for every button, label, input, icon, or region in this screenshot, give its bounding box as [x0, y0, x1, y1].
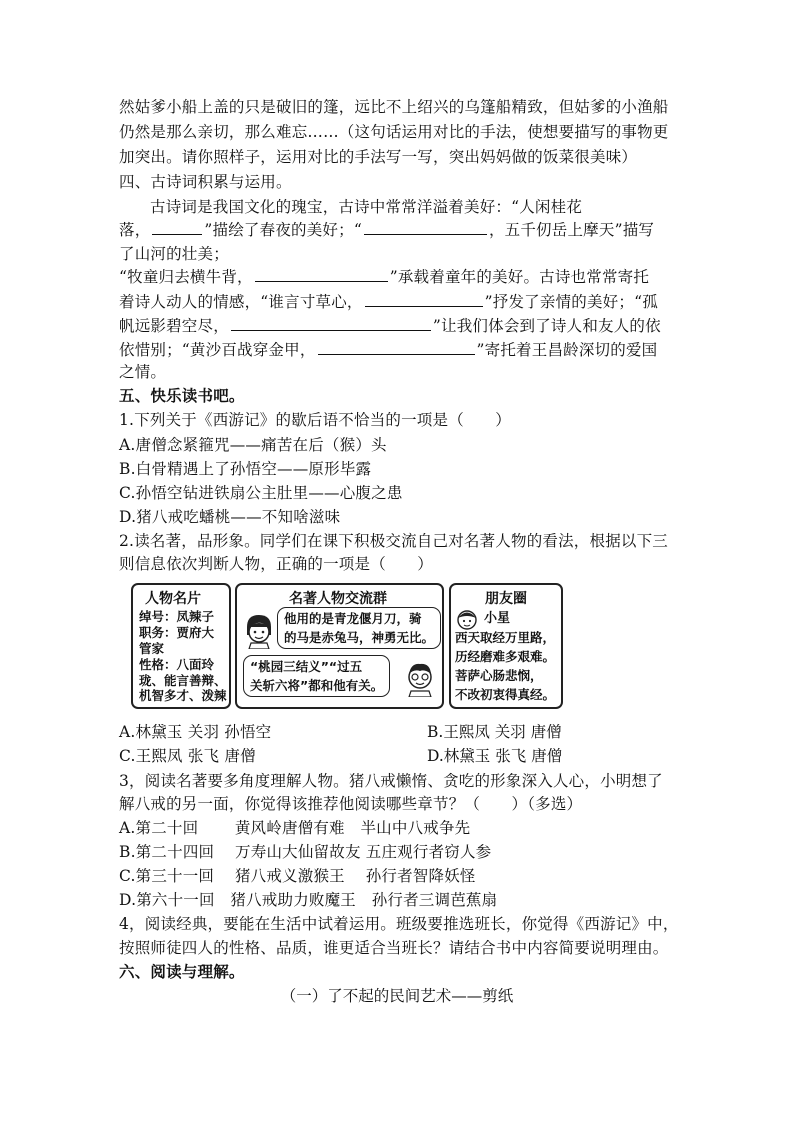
option-a[interactable]: A.林黛玉 关羽 孙悟空 [119, 723, 272, 741]
question-2-stem: 则信息依次判断人物，正确的一项是（ ） [119, 555, 434, 573]
chat-bubble-2 [243, 655, 390, 697]
poem-line [119, 265, 649, 288]
answer-blank[interactable] [231, 314, 431, 331]
card-row: 职务：贾府大 [139, 625, 215, 640]
question-4-stem: 按照师徒四人的性格、品质，谁更适合当班长？请结合书中内容简要说明理由。 [119, 939, 669, 957]
avatar-boy-icon [403, 659, 437, 697]
card-row: 机智多才、泼辣 [139, 688, 227, 703]
poem-text: ”描绘了春夜的美好；“ [204, 221, 362, 239]
option-d[interactable]: D.猪八戒吃蟠桃——不知啥滋味 [119, 508, 341, 526]
poem-text: 着诗人动人的情感，“谁言寸草心， [119, 293, 363, 311]
chat-group-panel [235, 583, 444, 709]
reading-passage-title: （一）了不起的民间艺术——剪纸 [280, 987, 514, 1005]
bubble-text: “桃园三结义”“过五 [250, 659, 363, 674]
chat-bubble-1 [277, 607, 441, 649]
bubble-text: 他用的是青龙偃月刀，骑 [284, 611, 422, 626]
poem-line [119, 290, 658, 313]
moments-row: 菩萨心肠悲悯， [455, 668, 543, 683]
text-line: 了山河的壮美； [119, 245, 229, 263]
card-row: 珑、能言善辩、 [139, 673, 227, 688]
question-1-stem: 1.下列关于《西游记》的歇后语不恰当的一项是（ ） [119, 411, 511, 429]
moments-row: 不改初衷得真经。 [455, 687, 556, 702]
card-row: 绰号：凤辣子 [139, 609, 215, 624]
card-title: 人物名片 [145, 591, 201, 607]
poem-text: ”寄托着王昌龄深切的爱国 [476, 341, 658, 359]
character-card [131, 583, 231, 709]
poem-text: 帆远影碧空尽， [119, 317, 229, 335]
section-5-heading: 五、快乐读书吧。 [119, 387, 245, 405]
option-a[interactable]: A.第二十回 黄风岭唐僧有难 半山中八戒争先 [119, 819, 471, 837]
poem-text: ”承载着童年的美好。古诗也常常寄托 [389, 268, 650, 286]
question-3-stem: 3，阅读名著要多角度理解人物。猪八戒懒惰、贪吃的形象深入人心，小明想了 [119, 772, 663, 790]
bubble-text: 关斩六将”都和他有关。 [250, 678, 384, 693]
poem-text: ，五千仞岳上摩天”描写 [488, 221, 655, 239]
answer-blank[interactable] [365, 290, 483, 307]
moments-username: 小星 [484, 611, 511, 626]
option-c[interactable]: C.孙悟空钻进铁扇公主肚里——心腹之患 [119, 484, 403, 502]
answer-blank[interactable] [364, 218, 487, 235]
poem-line [119, 314, 661, 337]
text-line: 加突出。请你照样子，运用对比的手法写一写，突出妈妈做的饭菜很美味） [119, 148, 638, 166]
poem-text: 落， [119, 221, 151, 239]
option-c[interactable]: C.第三十一回 猪八戒义激猴王 孙行者智降妖怪 [119, 867, 476, 885]
option-d[interactable]: D.林黛玉 张飞 唐僧 [427, 747, 563, 765]
option-b[interactable]: B.白骨精遇上了孙悟空——原形毕露 [119, 460, 372, 478]
poem-line [119, 338, 657, 361]
card-row: 管家 [139, 641, 165, 656]
answer-blank[interactable] [255, 265, 388, 282]
section-6-heading: 六、阅读与理解。 [119, 963, 245, 981]
option-b[interactable]: B.第二十四回 万寿山大仙留故友 五庄观行者窃人参 [119, 843, 492, 861]
option-b[interactable]: B.王熙凤 关羽 唐僧 [427, 723, 562, 741]
question-3-stem: 解八戒的另一面，你觉得该推荐他阅读哪些章节？（ ）（多选） [119, 795, 583, 813]
answer-blank[interactable] [318, 338, 475, 355]
poem-text: ”抒发了亲情的美好；“孤 [484, 293, 658, 311]
text-line: 之情。 [119, 363, 167, 381]
poem-text: “牧童归去横牛背， [119, 268, 253, 286]
poem-text: ”让我们体会到了诗人和友人的依 [432, 317, 661, 335]
poem-text: 依惜别；“黄沙百战穿金甲， [119, 341, 316, 359]
card-row: 性格：八面玲 [139, 657, 215, 672]
chat-title: 名著人物交流群 [289, 591, 387, 607]
option-d[interactable]: D.第六十一回 猪八戒助力败魔王 孙行者三调芭蕉扇 [119, 891, 498, 909]
text-line: 然姑爹小船上盖的只是破旧的篷，远比不上绍兴的乌篷船精致，但姑爹的小渔船 [119, 98, 669, 116]
option-a[interactable]: A.唐僧念紧箍咒——痛苦在后（猴）头 [119, 436, 387, 454]
moments-title: 朋友圈 [485, 591, 527, 607]
text-line: 仍然是那么亲切，那么难忘……（这句话运用对比的手法，使想要描写的事物更 [119, 123, 669, 141]
avatar-girl-icon [243, 613, 275, 649]
moments-row: 历经磨难多艰难。 [455, 649, 556, 664]
poem-intro: 古诗词是我国文化的瑰宝，古诗中常常洋溢着美好：“人闲桂花 [150, 198, 583, 216]
moments-row: 西天取经万里路， [455, 630, 556, 645]
question-2-stem: 2.读名著，品形象。同学们在课下积极交流自己对名著人物的看法，根据以下三 [119, 532, 668, 550]
section-4-heading: 四、古诗词积累与运用。 [119, 173, 292, 191]
moments-panel [449, 583, 563, 709]
question-4-stem: 4，阅读经典，要能在生活中试着运用。班级要推选班长，你觉得《西游记》中， [119, 915, 679, 933]
option-c[interactable]: C.王熙凤 张飞 唐僧 [119, 747, 256, 765]
bubble-text: 的马是赤兔马，神勇无比。 [284, 630, 435, 645]
poem-line [119, 218, 654, 241]
answer-blank[interactable] [152, 218, 202, 235]
